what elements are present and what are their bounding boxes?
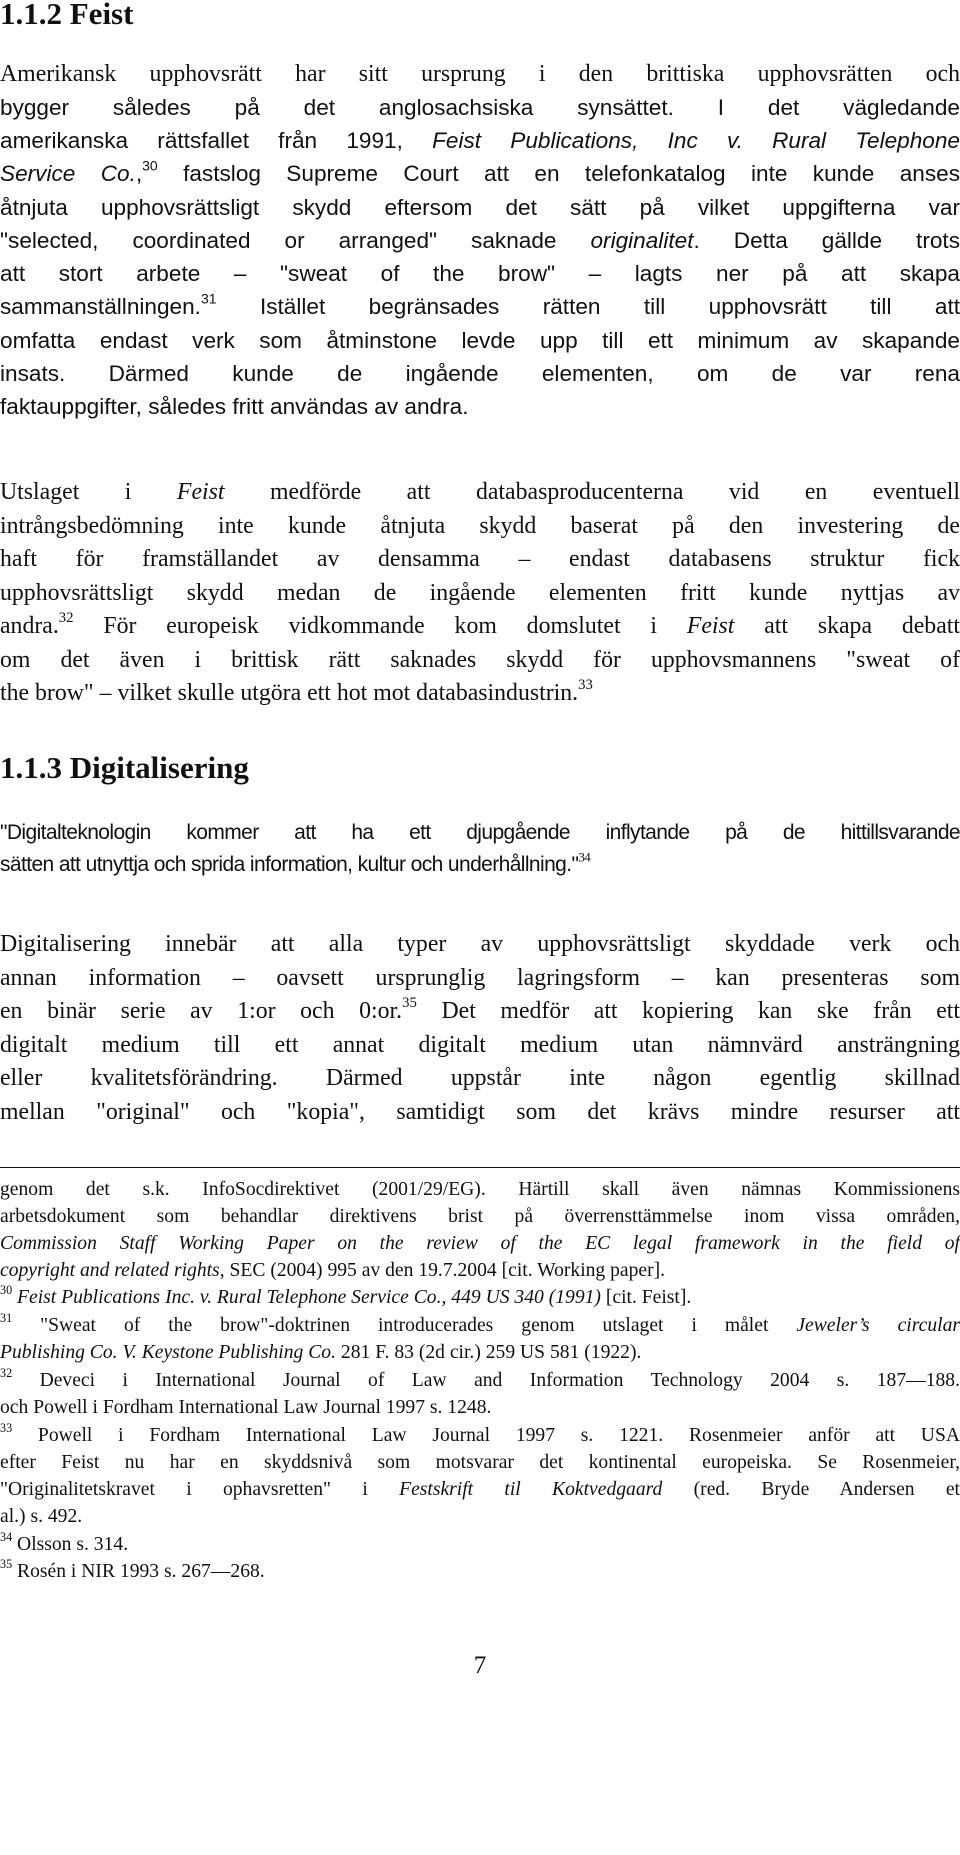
- text-run: "Sweat of the brow"-doktrinen introducerades genom utslaget i målet: [12, 1315, 797, 1336]
- line: [0, 224, 960, 258]
- text-run: fastslog Supreme Court att en telefonkatalog inte kunde anses: [157, 161, 960, 186]
- line: digitalt medium till ett annat digitalt medium utan nämnvärd ansträngning: [0, 1032, 960, 1058]
- line: [0, 157, 960, 191]
- line: om det även i brittisk rätt saknades skydd för upphovsmannens "sweat of: [0, 647, 960, 673]
- line: [0, 995, 960, 1029]
- text-run: the brow" – vilket skulle utgöra ett hot mot databasindustrin.: [0, 680, 579, 706]
- line: haft för framställandet av densamma – endast databasens struktur fick: [0, 546, 960, 572]
- line: [0, 290, 960, 324]
- footnote-line: genom det s.k. InfoSocdirektivet (2001/29/EG). Härtill skall även nämnas Kommissionens: [0, 1179, 960, 1200]
- footnote-line: arbetsdokument som behandlar direktivens brist på överrensttämmelse inom vissa områden,: [0, 1206, 960, 1227]
- line: upphovsrättsligt skydd medan de ingående elementen fritt kunde nyttjas av: [0, 580, 960, 606]
- line: [0, 124, 960, 158]
- text-run: [cit. Feist].: [600, 1287, 692, 1308]
- line: [0, 476, 960, 510]
- text-italic: Jeweler’s circular: [796, 1315, 960, 1336]
- line: mellan "original" och "kopia", samtidigt som det krävs mindre resurser att: [0, 1099, 960, 1125]
- footnote-ref: 35: [402, 994, 417, 1011]
- text-run: sammanställningen.: [0, 294, 201, 319]
- text-run: ,: [135, 161, 143, 186]
- footnote-line: och Powell i Fordham International Law Journal 1997 s. 1248.: [0, 1397, 492, 1418]
- line: [0, 610, 960, 644]
- footnote-32: [0, 1367, 960, 1394]
- footnote-line: [0, 1339, 960, 1366]
- case-name: Service Co.: [0, 161, 136, 186]
- line: [0, 677, 960, 711]
- text-italic: Publishing Co. V. Keystone Publishing Co.: [0, 1342, 337, 1363]
- text-run: 281 F. 83 (2d cir.) 259 US 581 (1922).: [336, 1342, 642, 1363]
- line: annan information – oavsett ursprunglig lagringsform – kan presenteras som: [0, 965, 960, 991]
- text-run: "selected, coordinated or arranged" saknade: [0, 228, 591, 253]
- text-run: Det medför att kopiering kan ske från ett: [416, 998, 960, 1024]
- footnote-line: [0, 1257, 960, 1284]
- footnote-ref: 30: [142, 157, 158, 174]
- text-run: Rosén i NIR 1993 s. 267—268.: [12, 1561, 265, 1582]
- footnote-31: [0, 1312, 960, 1339]
- text-run: sätten att utnyttja och sprida information, kultur och underhållning.": [0, 853, 579, 876]
- line: Amerikansk upphovsrätt har sitt ursprung i den brittiska upphovsrätten och: [0, 61, 960, 87]
- text-run: Olsson s. 314.: [12, 1534, 129, 1555]
- text-run: Powell i Fordham International Law Journal 1997 s. 1221. Rosenmeier anför att USA: [12, 1425, 960, 1446]
- text-run: , SEC (2004) 995 av den 19.7.2004 [cit. Working paper].: [219, 1260, 666, 1281]
- case-name: Feist: [176, 479, 225, 505]
- footnote-30: [0, 1284, 960, 1311]
- section-heading-feist: 1.1.2 Feist: [0, 0, 134, 31]
- text-italic: Festskrift til Koktvedgaard: [399, 1479, 663, 1500]
- line: omfatta endast verk som åtminstone levde upp till ett minimum av skapande: [0, 328, 960, 353]
- line: bygger således på det anglosachsiska synsättet. I det vägledande: [0, 95, 960, 120]
- text-run: andra.: [0, 613, 59, 639]
- footnote-line: al.) s. 492.: [0, 1506, 83, 1527]
- line: att stort arbete – "sweat of the brow" – lagts ner på att skapa: [0, 261, 960, 286]
- text-run: . Detta gällde trots: [693, 228, 960, 253]
- footnote-ref: 31: [200, 290, 217, 307]
- text-run: "Originalitetskravet i ophavsretten" i: [0, 1479, 400, 1500]
- text-run: Utslaget i: [0, 479, 177, 505]
- footnote-34: [0, 1531, 960, 1558]
- quote-line: [0, 848, 960, 882]
- text-italic: Commission Staff Working Paper on the review of the EC legal framework in the field of: [0, 1233, 960, 1254]
- line: åtnjuta upphovsrättsligt skydd eftersom det sätt på vilket uppgifterna var: [0, 195, 960, 220]
- footnote-number: 32: [0, 1365, 13, 1380]
- line: Digitalisering innebär att alla typer av upphovsrättsligt skyddade verk och: [0, 931, 960, 957]
- case-name: Feist Publications, Inc v. Rural Telephone: [432, 128, 960, 153]
- footnote-35: [0, 1558, 960, 1585]
- line: faktauppgifter, således fritt användas av andra.: [0, 394, 469, 419]
- footnote-ref: 33: [578, 676, 593, 693]
- footnote-line: efter Feist nu har en skyddsnivå som motsvarar det kontinental europeiska. Se Rosenmeier,: [0, 1452, 960, 1473]
- footnote-number: 30: [0, 1282, 13, 1297]
- text-run: (red. Bryde Andersen et: [662, 1479, 960, 1500]
- case-name: Feist: [686, 613, 735, 639]
- text-italic: Feist Publications Inc. v. Rural Telephone Service Co., 449 US 340 (1991): [17, 1287, 601, 1308]
- footnote-33: [0, 1422, 960, 1449]
- line: intrångsbedömning inte kunde åtnjuta skydd baserat på den investering de: [0, 513, 960, 539]
- footnote-number: 35: [0, 1556, 13, 1571]
- text-run: Deveci i International Journal of Law and Information Technology 2004 s. 187—188.: [12, 1370, 960, 1391]
- text-run: Istället begränsades rätten till upphovsrätt till att: [216, 294, 960, 319]
- footnote-line: [0, 1230, 960, 1257]
- line: eller kvalitetsförändring. Därmed uppstår inte någon egentlig skillnad: [0, 1065, 960, 1091]
- footnote-number: 31: [0, 1310, 13, 1325]
- footnote-separator: [0, 1167, 960, 1168]
- footnote-ref: 34: [578, 849, 591, 865]
- footnote-number: 33: [0, 1420, 13, 1435]
- text-italic: originalitet: [590, 228, 694, 253]
- section-heading-digitalisering: 1.1.3 Digitalisering: [0, 750, 249, 785]
- text-run: medförde att databasproducenterna vid en eventuell: [224, 479, 960, 505]
- line: insats. Därmed kunde de ingående elementen, om de var rena: [0, 361, 960, 386]
- footnote-line: [0, 1476, 960, 1503]
- quote-line: "Digitalteknologin kommer att ha ett djupgående inflytande på de hittillsvarande: [0, 821, 960, 844]
- footnote-number: 34: [0, 1529, 13, 1544]
- page-number: 7: [473, 1652, 487, 1679]
- text-run: amerikanska rättsfallet från 1991,: [0, 128, 433, 153]
- text-run: att skapa debatt: [734, 613, 960, 639]
- text-run: en binär serie av 1:or och 0:or.: [0, 998, 403, 1024]
- text-italic: copyright and related rights: [0, 1260, 220, 1281]
- footnote-ref: 32: [58, 609, 74, 626]
- text-run: För europeisk vidkommande kom domslutet i: [73, 613, 687, 639]
